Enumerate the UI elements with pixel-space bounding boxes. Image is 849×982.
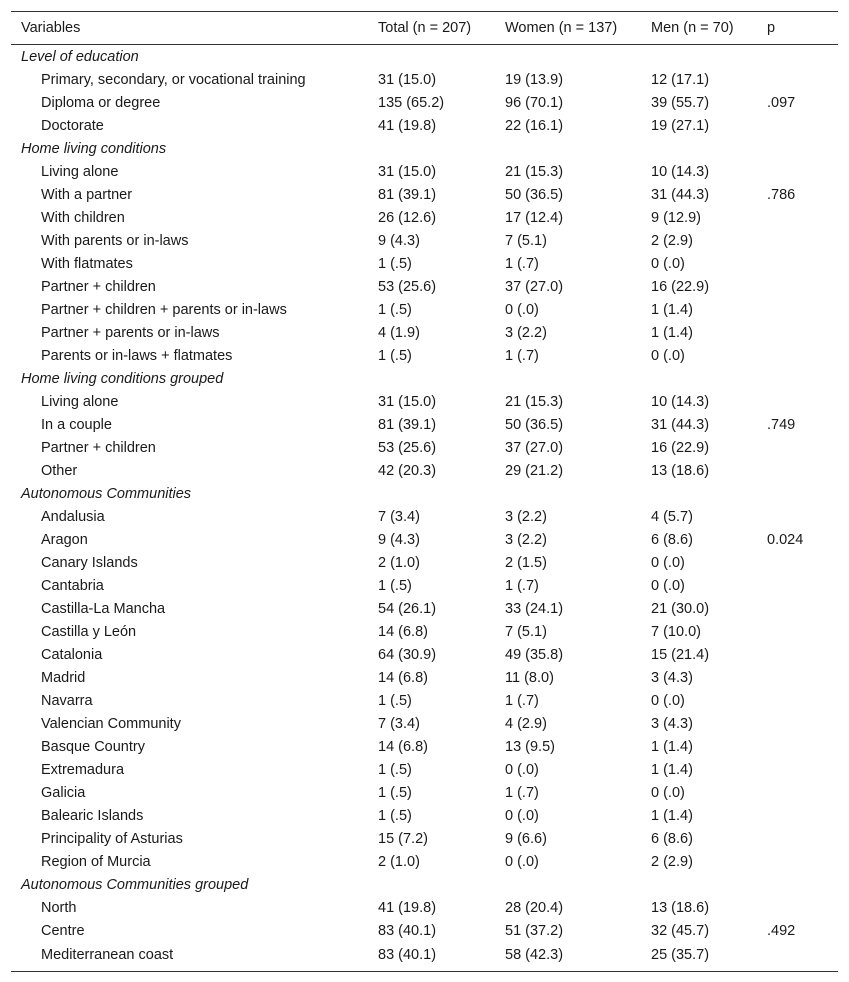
variable-cell: Canary Islands <box>41 554 138 571</box>
group-title: Home living conditions grouped <box>21 370 224 387</box>
p-value-cell <box>767 68 838 91</box>
variable-cell: Partner + children <box>41 439 156 456</box>
men-cell: 2 (2.9) <box>651 853 693 870</box>
total-cell: 81 (39.1) <box>378 186 437 203</box>
p-value-cell <box>767 827 838 850</box>
table-row <box>11 896 838 919</box>
table-row <box>11 804 838 827</box>
p-value-cell: 0.024 <box>767 531 804 548</box>
group-title: Home living conditions <box>21 140 167 157</box>
total-cell: 83 (40.1) <box>378 922 437 939</box>
p-value-cell <box>767 298 838 321</box>
group-row <box>11 367 838 390</box>
women-cell: 96 (70.1) <box>505 94 564 111</box>
men-cell: 3 (4.3) <box>651 715 693 732</box>
p-value-cell <box>767 160 838 183</box>
men-cell: 1 (1.4) <box>651 807 693 824</box>
women-cell: 33 (24.1) <box>505 600 564 617</box>
group-title: Autonomous Communities grouped <box>21 876 249 893</box>
p-value-cell <box>767 229 838 252</box>
total-cell: 4 (1.9) <box>378 324 420 341</box>
women-cell: 1 (.7) <box>505 784 539 801</box>
variable-cell: Primary, secondary, or vocational training <box>41 71 306 88</box>
men-cell: 7 (10.0) <box>651 623 701 640</box>
women-cell: 13 (9.5) <box>505 738 555 755</box>
table-row <box>11 712 838 735</box>
table-row <box>11 666 838 689</box>
variable-cell: Madrid <box>41 669 86 686</box>
total-cell: 53 (25.6) <box>378 439 437 456</box>
total-cell: 9 (4.3) <box>378 232 420 249</box>
women-cell: 28 (20.4) <box>505 899 564 916</box>
variable-cell: Aragon <box>41 531 88 548</box>
women-cell: 2 (1.5) <box>505 554 547 571</box>
variable-cell: Navarra <box>41 692 93 709</box>
women-cell: 29 (21.2) <box>505 462 564 479</box>
men-cell: 10 (14.3) <box>651 163 710 180</box>
men-cell: 0 (.0) <box>651 577 685 594</box>
total-cell: 14 (6.8) <box>378 669 428 686</box>
women-cell: 0 (.0) <box>505 807 539 824</box>
variable-cell: Balearic Islands <box>41 807 144 824</box>
men-cell: 1 (1.4) <box>651 301 693 318</box>
men-cell: 6 (8.6) <box>651 531 693 548</box>
total-cell: 26 (12.6) <box>378 209 437 226</box>
variable-cell: Region of Murcia <box>41 853 151 870</box>
variable-cell: Centre <box>41 922 85 939</box>
p-value-cell <box>767 804 838 827</box>
p-value-cell <box>767 321 838 344</box>
men-cell: 0 (.0) <box>651 347 685 364</box>
men-cell: 19 (27.1) <box>651 117 710 134</box>
p-value-cell: .786 <box>767 186 796 203</box>
men-cell: 3 (4.3) <box>651 669 693 686</box>
table-row <box>11 229 838 252</box>
women-cell: 19 (13.9) <box>505 71 564 88</box>
total-cell: 41 (19.8) <box>378 117 437 134</box>
men-cell: 6 (8.6) <box>651 830 693 847</box>
variable-cell: Living alone <box>41 393 119 410</box>
p-value-cell <box>767 459 838 482</box>
total-cell: 9 (4.3) <box>378 531 420 548</box>
men-cell: 0 (.0) <box>651 692 685 709</box>
women-cell: 0 (.0) <box>505 761 539 778</box>
total-cell: 14 (6.8) <box>378 738 428 755</box>
p-value-cell <box>767 758 838 781</box>
women-cell: 1 (.7) <box>505 692 539 709</box>
women-cell: 1 (.7) <box>505 347 539 364</box>
men-cell: 1 (1.4) <box>651 738 693 755</box>
total-cell: 41 (19.8) <box>378 899 437 916</box>
total-cell: 1 (.5) <box>378 784 412 801</box>
total-cell: 81 (39.1) <box>378 416 437 433</box>
women-cell: 11 (8.0) <box>505 669 554 686</box>
men-cell: 25 (35.7) <box>651 946 710 963</box>
men-cell: 10 (14.3) <box>651 393 710 410</box>
men-cell: 15 (21.4) <box>651 646 710 663</box>
women-cell: 9 (6.6) <box>505 830 547 847</box>
p-value-cell: .097 <box>767 94 796 111</box>
table-row <box>11 114 838 137</box>
women-cell: 3 (2.2) <box>505 531 547 548</box>
total-cell: 42 (20.3) <box>378 462 437 479</box>
women-cell: 51 (37.2) <box>505 922 564 939</box>
p-value-cell <box>767 505 838 528</box>
men-cell: 32 (45.7) <box>651 922 710 939</box>
women-cell: 3 (2.2) <box>505 324 547 341</box>
header-men: Men (n = 70) <box>651 12 767 45</box>
total-cell: 64 (30.9) <box>378 646 437 663</box>
women-cell: 1 (.7) <box>505 255 539 272</box>
p-value-cell: .749 <box>767 416 796 433</box>
table-row <box>11 206 838 229</box>
p-value-cell <box>767 781 838 804</box>
total-cell: 1 (.5) <box>378 807 412 824</box>
men-cell: 0 (.0) <box>651 554 685 571</box>
variable-cell: Valencian Community <box>41 715 181 732</box>
variable-cell: Partner + parents or in-laws <box>41 324 220 341</box>
total-cell: 2 (1.0) <box>378 554 420 571</box>
men-cell: 9 (12.9) <box>651 209 701 226</box>
p-value-cell <box>767 574 838 597</box>
p-value-cell: .492 <box>767 922 796 939</box>
header-p: p <box>767 12 838 45</box>
table-row <box>11 436 838 459</box>
women-cell: 21 (15.3) <box>505 393 564 410</box>
p-value-cell <box>767 597 838 620</box>
group-row <box>11 482 838 505</box>
total-cell: 1 (.5) <box>378 347 412 364</box>
p-value-cell <box>767 712 838 735</box>
variable-cell: Other <box>41 462 78 479</box>
p-value-cell <box>767 643 838 666</box>
table-row <box>11 505 838 528</box>
total-cell: 14 (6.8) <box>378 623 428 640</box>
variable-cell: Doctorate <box>41 117 104 134</box>
table-row <box>11 781 838 804</box>
total-cell: 2 (1.0) <box>378 853 420 870</box>
table-row <box>11 413 838 436</box>
variable-cell: Living alone <box>41 163 119 180</box>
table-row <box>11 735 838 758</box>
table-row <box>11 942 838 972</box>
women-cell: 50 (36.5) <box>505 186 564 203</box>
table-row <box>11 68 838 91</box>
table-row <box>11 551 838 574</box>
women-cell: 58 (42.3) <box>505 946 564 963</box>
group-row <box>11 45 838 69</box>
table-body <box>11 45 838 972</box>
total-cell: 1 (.5) <box>378 255 412 272</box>
total-cell: 15 (7.2) <box>378 830 428 847</box>
women-cell: 22 (16.1) <box>505 117 564 134</box>
men-cell: 2 (2.9) <box>651 232 693 249</box>
table-row <box>11 689 838 712</box>
men-cell: 16 (22.9) <box>651 278 710 295</box>
women-cell: 37 (27.0) <box>505 439 564 456</box>
women-cell: 21 (15.3) <box>505 163 564 180</box>
variable-cell: Diploma or degree <box>41 94 161 111</box>
table-row <box>11 827 838 850</box>
total-cell: 53 (25.6) <box>378 278 437 295</box>
table-row <box>11 183 838 206</box>
table-row <box>11 321 838 344</box>
men-cell: 16 (22.9) <box>651 439 710 456</box>
women-cell: 0 (.0) <box>505 853 539 870</box>
men-cell: 31 (44.3) <box>651 186 710 203</box>
total-cell: 31 (15.0) <box>378 71 437 88</box>
total-cell: 1 (.5) <box>378 577 412 594</box>
variable-cell: Parents or in-laws + flatmates <box>41 347 233 364</box>
data-table <box>11 11 838 972</box>
table-row <box>11 758 838 781</box>
group-title: Autonomous Communities <box>21 485 192 502</box>
p-value-cell <box>767 735 838 758</box>
variable-cell: Mediterranean coast <box>41 946 174 963</box>
p-value-cell <box>767 344 838 367</box>
total-cell: 1 (.5) <box>378 761 412 778</box>
p-value-cell <box>767 620 838 643</box>
table-row <box>11 574 838 597</box>
variable-cell: Catalonia <box>41 646 103 663</box>
p-value-cell <box>767 275 838 298</box>
table-row <box>11 91 838 114</box>
variable-cell: Extremadura <box>41 761 125 778</box>
p-value-cell <box>767 942 838 972</box>
women-cell: 7 (5.1) <box>505 232 547 249</box>
total-cell: 31 (15.0) <box>378 163 437 180</box>
variable-cell: Basque Country <box>41 738 145 755</box>
total-cell: 31 (15.0) <box>378 393 437 410</box>
p-value-cell <box>767 666 838 689</box>
total-cell: 54 (26.1) <box>378 600 437 617</box>
table-row <box>11 390 838 413</box>
total-cell: 7 (3.4) <box>378 508 420 525</box>
men-cell: 4 (5.7) <box>651 508 693 525</box>
table-row <box>11 252 838 275</box>
table-row <box>11 620 838 643</box>
variable-cell: Andalusia <box>41 508 105 525</box>
p-value-cell <box>767 689 838 712</box>
total-cell: 83 (40.1) <box>378 946 437 963</box>
p-value-cell <box>767 551 838 574</box>
variable-cell: Castilla-La Mancha <box>41 600 166 617</box>
table-row <box>11 275 838 298</box>
men-cell: 0 (.0) <box>651 784 685 801</box>
p-value-cell <box>767 206 838 229</box>
p-value-cell <box>767 390 838 413</box>
group-row <box>11 137 838 160</box>
group-title: Level of education <box>21 48 139 65</box>
variable-cell: Partner + children <box>41 278 156 295</box>
table-row <box>11 597 838 620</box>
header-row <box>11 12 838 45</box>
men-cell: 39 (55.7) <box>651 94 710 111</box>
women-cell: 3 (2.2) <box>505 508 547 525</box>
women-cell: 37 (27.0) <box>505 278 564 295</box>
variable-cell: Castilla y León <box>41 623 137 640</box>
table-row <box>11 160 838 183</box>
women-cell: 50 (36.5) <box>505 416 564 433</box>
table-row <box>11 344 838 367</box>
table-row <box>11 850 838 873</box>
variable-cell: With a partner <box>41 186 133 203</box>
variable-cell: With flatmates <box>41 255 133 272</box>
variable-cell: With children <box>41 209 125 226</box>
variable-cell: With parents or in-laws <box>41 232 189 249</box>
men-cell: 1 (1.4) <box>651 324 693 341</box>
total-cell: 135 (65.2) <box>378 94 445 111</box>
women-cell: 1 (.7) <box>505 577 539 594</box>
table-header <box>11 12 838 45</box>
men-cell: 1 (1.4) <box>651 761 693 778</box>
variable-cell: Cantabria <box>41 577 104 594</box>
total-cell: 1 (.5) <box>378 301 412 318</box>
table-row <box>11 643 838 666</box>
men-cell: 0 (.0) <box>651 255 685 272</box>
table-row <box>11 459 838 482</box>
p-value-cell <box>767 850 838 873</box>
table-row <box>11 919 838 942</box>
total-cell: 7 (3.4) <box>378 715 420 732</box>
variable-cell: North <box>41 899 77 916</box>
men-cell: 13 (18.6) <box>651 462 710 479</box>
variable-cell: In a couple <box>41 416 112 433</box>
p-value-cell <box>767 114 838 137</box>
header-total: Total (n = 207) <box>378 12 505 45</box>
p-value-cell <box>767 896 838 919</box>
men-cell: 31 (44.3) <box>651 416 710 433</box>
group-row <box>11 873 838 896</box>
variable-cell: Principality of Asturias <box>41 830 183 847</box>
variable-cell: Galicia <box>41 784 86 801</box>
total-cell: 1 (.5) <box>378 692 412 709</box>
women-cell: 0 (.0) <box>505 301 539 318</box>
variable-cell: Partner + children + parents or in-laws <box>41 301 287 318</box>
header-variables: Variables <box>11 12 378 45</box>
p-value-cell <box>767 252 838 275</box>
women-cell: 17 (12.4) <box>505 209 564 226</box>
table-row <box>11 528 838 551</box>
p-value-cell <box>767 436 838 459</box>
men-cell: 21 (30.0) <box>651 600 710 617</box>
men-cell: 12 (17.1) <box>651 71 710 88</box>
women-cell: 4 (2.9) <box>505 715 547 732</box>
men-cell: 13 (18.6) <box>651 899 710 916</box>
table-row <box>11 298 838 321</box>
header-women: Women (n = 137) <box>505 12 651 45</box>
women-cell: 49 (35.8) <box>505 646 564 663</box>
women-cell: 7 (5.1) <box>505 623 547 640</box>
